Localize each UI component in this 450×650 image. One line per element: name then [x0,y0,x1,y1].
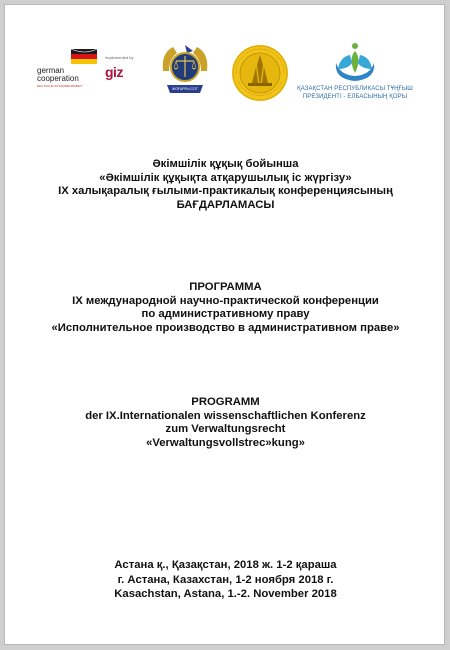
german-line-4: «Verwaltungsvollstrec»kung» [146,436,305,449]
german-line-1: PROGRAMM [191,396,260,408]
russian-title-block [5,281,446,335]
court-emblem-ribbon: ЖОҒАРҒЫ СОТ [172,87,198,91]
place-date-german: Kasachstan, Astana, 1.-2. November 2018 [114,588,337,600]
fund-caption-line1: ҚАЗАҚСТАН РЕСПУБЛИКАСЫ ТҰҢҒЫШ [297,86,413,92]
fund-caption-line2: ПРЕЗИДЕНТІ - ЕЛБАСЫНЫҢ ҚОРЫ [302,94,408,100]
kazakh-line-4: БАҒДАРЛАМАСЫ [176,198,275,211]
german-line-3: zum Verwaltungsrecht [165,423,286,435]
german-cooperation-line2: cooperation [37,74,79,83]
gold-seal-icon [230,43,290,103]
kazakh-line-3: IX халықаралық ғылыми-практикалық конференциясының [58,185,393,197]
place-date-russian: г. Астана, Казахстан, 1-2 ноября 2018 г. [117,573,334,586]
german-cooperation-line1: german [37,66,65,75]
german-cooperation-logo [33,49,103,95]
german-line-2: der IX.Internationalen wissenschaftlichen Konferenz [85,409,366,422]
fund-caption [290,85,420,101]
kazakh-line-2: «Әкімшілік құқықта атқарушылық іс жүргізу» [99,171,352,184]
kazakh-line-1: Әкімшілік құқық бойынша [152,158,299,170]
giz-wordmark: giz [105,64,123,80]
giz-logo [105,55,147,91]
presidents-fund-logo [290,39,420,111]
russian-line-3: по административному праву [141,308,310,320]
lotus-icon [290,39,420,83]
german-cooperation-line3: DEUTSCHE ZUSAMMENARBEIT [37,84,83,88]
scales-emblem-icon [157,41,213,101]
court-emblem-logo [157,41,213,101]
russian-line-2: IX международной научно-практической конференции [72,294,379,307]
place-date-kazakh: Астана қ., Қазақстан, 2018 ж. 1-2 қараша [114,559,337,571]
gold-seal-logo [230,43,290,103]
document-page [4,4,445,645]
russian-line-4: «Исполнительное производство в административном праве» [51,321,400,334]
russian-line-1: ПРОГРАММА [189,281,262,293]
german-title-block [5,396,446,450]
place-date-block [5,558,446,602]
giz-caption: Implemented by [105,55,134,60]
kazakh-title-block [5,158,446,212]
